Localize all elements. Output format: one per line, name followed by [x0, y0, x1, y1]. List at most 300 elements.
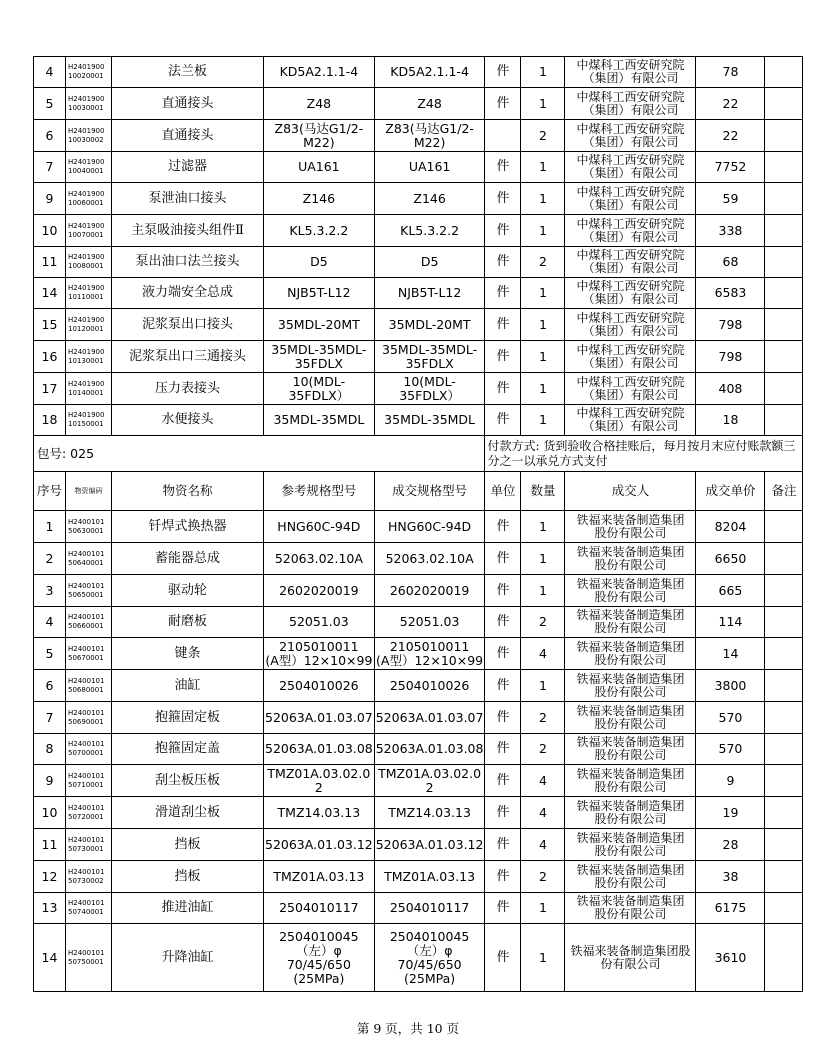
cell-supplier: 铁福来装备制造集团 股份有限公司: [565, 575, 696, 607]
cell-qty: 2: [521, 607, 565, 638]
cell-name: 压力表接头: [112, 373, 264, 405]
cell-ref: 2105010011 (A型）12×10×99: [265, 638, 373, 668]
cell-name: 耐磨板: [112, 607, 264, 638]
table-row: [34, 88, 803, 120]
cell-deal: 52063.02.10A: [374, 543, 485, 575]
table-row: [34, 215, 803, 247]
header-supplier: 成交人: [565, 472, 696, 511]
cell-remark: [765, 309, 803, 341]
cell-qty: 1: [521, 543, 565, 575]
cell-qty: 1: [521, 893, 565, 924]
cell-deal: 2504010045 （左）φ 70/45/650 (25MPa): [374, 924, 485, 992]
cell-supplier: 铁福来装备制造集团 股份有限公司: [565, 861, 696, 893]
table-row: [34, 893, 803, 924]
cell-unit: 件: [485, 575, 521, 607]
cell-deal: 52063A.01.03.12: [374, 829, 485, 861]
cell-ref: 35MDL-20MT: [264, 309, 375, 341]
cell-ref: D5: [264, 247, 375, 278]
header-code: 物资编码: [66, 472, 112, 511]
cell-ref: 52063A.01.03.08: [264, 734, 375, 765]
cell-unit: 件: [485, 765, 521, 797]
header-qty: 数量: [521, 472, 565, 511]
cell-code: H2401900 10060001: [66, 183, 112, 215]
cell-qty: 2: [521, 734, 565, 765]
cell-supplier: 铁福来装备制造集团 股份有限公司: [565, 893, 696, 924]
cell-ref: 52063A.01.03.12: [264, 829, 375, 861]
header-row: [34, 472, 803, 511]
cell-supplier: 铁福来装备制造集团 股份有限公司: [565, 797, 696, 829]
cell-no: 13: [34, 893, 66, 924]
cell-ref: TMZ01A.03.02.0 2: [264, 765, 375, 797]
cell-price: 38: [696, 861, 765, 893]
cell-code: H2401900 10070001: [66, 215, 112, 247]
cell-deal: 2602020019: [374, 575, 485, 607]
cell-price: 7752: [696, 152, 765, 183]
cell-deal: 2504010117: [374, 893, 485, 924]
cell-name: 泵出油口法兰接头: [112, 247, 264, 278]
cell-price: 18: [696, 405, 765, 436]
cell-qty: 4: [521, 797, 565, 829]
cell-name: 泥浆泵出口接头: [112, 309, 264, 341]
header-ref-spec: 参考规格型号: [264, 472, 375, 511]
table-row: [34, 405, 803, 436]
cell-unit: 件: [485, 215, 521, 247]
cell-no: 7: [34, 152, 66, 183]
procurement-table: [33, 56, 803, 992]
cell-ref: Z48: [264, 88, 375, 120]
cell-remark: [765, 607, 803, 638]
cell-price: 78: [696, 57, 765, 88]
cell-ref: Z146: [264, 183, 375, 215]
cell-deal: 52063A.01.03.08: [374, 734, 485, 765]
cell-supplier: 中煤科工西安研究院 （集团）有限公司: [565, 88, 696, 120]
cell-remark: [765, 734, 803, 765]
cell-ref: HNG60C-94D: [264, 511, 375, 543]
cell-deal: 2504010026: [374, 670, 485, 702]
table-row: [34, 829, 803, 861]
cell-unit: 件: [485, 373, 521, 405]
cell-name: 水便接头: [112, 405, 264, 436]
cell-ref: NJB5T-L12: [264, 278, 375, 309]
cell-code: H2400101 50720001: [66, 797, 112, 829]
cell-code: H2401900 10040001: [66, 152, 112, 183]
cell-deal: KL5.3.2.2: [374, 215, 485, 247]
payment-terms: 付款方式: 货到验收合格挂账后，每月按月末应付账款额三分之一以承兑方式支付: [485, 436, 803, 472]
cell-name: 抱箍固定板: [112, 702, 264, 734]
cell-remark: [765, 670, 803, 702]
cell-remark: [765, 183, 803, 215]
cell-code: H2400101 50690001: [66, 702, 112, 734]
cell-deal: NJB5T-L12: [374, 278, 485, 309]
cell-code: H2400101 50670001: [66, 638, 112, 670]
cell-unit: 件: [485, 924, 521, 992]
cell-unit: 件: [485, 278, 521, 309]
cell-no: 6: [34, 120, 66, 152]
cell-price: 59: [696, 183, 765, 215]
cell-no: 3: [34, 575, 66, 607]
cell-ref: UA161: [264, 152, 375, 183]
cell-ref: 2504010117: [264, 893, 375, 924]
cell-ref: Z83(马达G1/2- M22): [264, 120, 375, 152]
cell-ref: 2504010045 （左）φ 70/45/650 (25MPa): [264, 924, 375, 992]
cell-unit: 件: [485, 893, 521, 924]
table-row: [34, 341, 803, 373]
cell-qty: 2: [521, 702, 565, 734]
cell-name: 直通接头: [112, 120, 264, 152]
cell-name: 油缸: [112, 670, 264, 702]
cell-no: 18: [34, 405, 66, 436]
cell-price: 798: [696, 309, 765, 341]
cell-deal: Z83(马达G1/2- M22): [374, 120, 485, 152]
cell-remark: [765, 924, 803, 992]
cell-supplier: 中煤科工西安研究院 （集团）有限公司: [565, 247, 696, 278]
cell-code: H2400101 50650001: [66, 575, 112, 607]
cell-remark: [765, 120, 803, 152]
cell-name: 抱箍固定盖: [112, 734, 264, 765]
cell-qty: 1: [521, 670, 565, 702]
cell-price: 338: [696, 215, 765, 247]
cell-price: 798: [696, 341, 765, 373]
cell-remark: [765, 511, 803, 543]
cell-qty: 1: [521, 405, 565, 436]
cell-ref: 52051.03: [264, 607, 375, 638]
cell-deal: TMZ01A.03.02.0 2: [374, 765, 485, 797]
cell-code: H2401900 10120001: [66, 309, 112, 341]
cell-price: 6175: [696, 893, 765, 924]
cell-no: 14: [34, 278, 66, 309]
cell-unit: 件: [485, 309, 521, 341]
cell-ref: 35MDL-35MDL- 35FDLX: [264, 341, 375, 373]
cell-name: 钎焊式换热器: [112, 511, 264, 543]
table-row: [34, 183, 803, 215]
cell-unit: 件: [485, 152, 521, 183]
cell-supplier: 铁福来装备制造集团 股份有限公司: [565, 543, 696, 575]
cell-supplier: 铁福来装备制造集团 股份有限公司: [565, 765, 696, 797]
cell-unit: 件: [485, 341, 521, 373]
cell-unit: 件: [485, 638, 521, 670]
header-name: 物资名称: [112, 472, 264, 511]
cell-code: H2400101 50710001: [66, 765, 112, 797]
cell-deal: UA161: [374, 152, 485, 183]
cell-code: H2400101 50630001: [66, 511, 112, 543]
cell-unit: [485, 120, 521, 152]
cell-name: 法兰板: [112, 57, 264, 88]
cell-remark: [765, 765, 803, 797]
cell-supplier: 铁福来装备制造集团 股份有限公司: [565, 638, 696, 670]
cell-ref: 35MDL-35MDL: [264, 405, 375, 436]
cell-deal: Z146: [374, 183, 485, 215]
cell-remark: [765, 861, 803, 893]
cell-qty: 1: [521, 309, 565, 341]
cell-supplier: 铁福来装备制造集团 股份有限公司: [565, 702, 696, 734]
page-footer: 第 9 页，共 10 页: [356, 1021, 460, 1036]
cell-no: 10: [34, 797, 66, 829]
cell-code: H2401900 10150001: [66, 405, 112, 436]
cell-ref: TMZ14.03.13: [264, 797, 375, 829]
cell-remark: [765, 575, 803, 607]
cell-unit: 件: [485, 405, 521, 436]
header-unit: 单位: [485, 472, 521, 511]
cell-code: H2400101 50730001: [66, 829, 112, 861]
cell-price: 408: [696, 373, 765, 405]
cell-deal: TMZ14.03.13: [374, 797, 485, 829]
cell-ref: TMZ01A.03.13: [264, 861, 375, 893]
cell-no: 4: [34, 57, 66, 88]
cell-unit: 件: [485, 88, 521, 120]
cell-remark: [765, 638, 803, 670]
cell-unit: 件: [485, 734, 521, 765]
cell-price: 570: [696, 734, 765, 765]
cell-code: H2401900 10080001: [66, 247, 112, 278]
cell-price: 570: [696, 702, 765, 734]
cell-no: 6: [34, 670, 66, 702]
cell-deal: 35MDL-35MDL- 35FDLX: [374, 341, 485, 373]
cell-supplier: 中煤科工西安研究院 （集团）有限公司: [565, 183, 696, 215]
table-row: [34, 765, 803, 797]
cell-no: 11: [34, 829, 66, 861]
cell-qty: 2: [521, 247, 565, 278]
cell-no: 10: [34, 215, 66, 247]
cell-no: 11: [34, 247, 66, 278]
cell-deal: D5: [374, 247, 485, 278]
cell-name: 升降油缸: [112, 924, 264, 992]
cell-remark: [765, 543, 803, 575]
cell-unit: 件: [485, 797, 521, 829]
table-row: [34, 670, 803, 702]
cell-price: 6583: [696, 278, 765, 309]
cell-supplier: 中煤科工西安研究院 （集团）有限公司: [565, 405, 696, 436]
cell-price: 665: [696, 575, 765, 607]
cell-deal: Z48: [374, 88, 485, 120]
cell-remark: [765, 405, 803, 436]
cell-code: H2400101 50700001: [66, 734, 112, 765]
cell-remark: [765, 88, 803, 120]
cell-qty: 1: [521, 183, 565, 215]
table-row: [34, 57, 803, 88]
cell-remark: [765, 278, 803, 309]
package-row: [34, 436, 803, 472]
table-row: [34, 543, 803, 575]
package-label: 包号: 025: [34, 436, 485, 472]
cell-remark: [765, 152, 803, 183]
cell-code: H2400101 50730002: [66, 861, 112, 893]
cell-remark: [765, 247, 803, 278]
cell-unit: 件: [485, 247, 521, 278]
cell-supplier: 铁福来装备制造集团 股份有限公司: [565, 670, 696, 702]
cell-ref: KL5.3.2.2: [264, 215, 375, 247]
cell-unit: 件: [485, 861, 521, 893]
cell-name: 蓄能器总成: [112, 543, 264, 575]
cell-name: 直通接头: [112, 88, 264, 120]
cell-name: 键条: [112, 638, 264, 670]
cell-deal: 52051.03: [374, 607, 485, 638]
cell-price: 3800: [696, 670, 765, 702]
cell-remark: [765, 893, 803, 924]
cell-remark: [765, 57, 803, 88]
cell-remark: [765, 797, 803, 829]
table-row: [34, 797, 803, 829]
cell-supplier: 中煤科工西安研究院 （集团）有限公司: [565, 120, 696, 152]
cell-no: 15: [34, 309, 66, 341]
cell-ref: 2504010026: [264, 670, 375, 702]
cell-code: H2400101 50660001: [66, 607, 112, 638]
cell-qty: 2: [521, 120, 565, 152]
cell-supplier: 中煤科工西安研究院 （集团）有限公司: [565, 278, 696, 309]
cell-deal: 35MDL-35MDL: [374, 405, 485, 436]
cell-no: 9: [34, 765, 66, 797]
cell-unit: 件: [485, 607, 521, 638]
cell-qty: 1: [521, 215, 565, 247]
cell-qty: 1: [521, 511, 565, 543]
cell-ref: KD5A2.1.1-4: [264, 57, 375, 88]
cell-name: 主泵吸油接头组件Ⅱ: [112, 215, 264, 247]
cell-supplier: 中煤科工西安研究院 （集团）有限公司: [565, 341, 696, 373]
cell-price: 114: [696, 607, 765, 638]
cell-name: 泵泄油口接头: [112, 183, 264, 215]
cell-remark: [765, 373, 803, 405]
cell-supplier: 中煤科工西安研究院 （集团）有限公司: [565, 57, 696, 88]
cell-qty: 1: [521, 152, 565, 183]
table-row: [34, 373, 803, 405]
table-row: [34, 702, 803, 734]
cell-no: 16: [34, 341, 66, 373]
cell-name: 液力端安全总成: [112, 278, 264, 309]
cell-unit: 件: [485, 511, 521, 543]
cell-name: 推进油缸: [112, 893, 264, 924]
cell-code: H2401900 10030001: [66, 88, 112, 120]
cell-remark: [765, 215, 803, 247]
cell-code: H2401900 10020001: [66, 57, 112, 88]
cell-name: 挡板: [112, 861, 264, 893]
cell-supplier: 铁福来装备制造集团 股份有限公司: [565, 607, 696, 638]
cell-code: H2400101 50750001: [66, 924, 112, 992]
cell-price: 3610: [696, 924, 765, 992]
cell-unit: 件: [485, 57, 521, 88]
cell-name: 滑道刮尘板: [112, 797, 264, 829]
cell-qty: 4: [521, 829, 565, 861]
table-row: [34, 575, 803, 607]
cell-no: 8: [34, 734, 66, 765]
table-row: [34, 924, 803, 992]
header-no: 序号: [34, 472, 66, 511]
cell-no: 14: [34, 924, 66, 992]
table-row: [34, 120, 803, 152]
cell-name: 挡板: [112, 829, 264, 861]
header-deal-spec: 成交规格型号: [374, 472, 485, 511]
cell-unit: 件: [485, 543, 521, 575]
cell-ref: 52063.02.10A: [264, 543, 375, 575]
cell-code: H2401900 10030002: [66, 120, 112, 152]
cell-deal: KD5A2.1.1-4: [374, 57, 485, 88]
table-row: [34, 278, 803, 309]
cell-name: 泥浆泵出口三通接头: [112, 341, 264, 373]
header-price: 成交单价: [696, 472, 765, 511]
cell-deal: 35MDL-20MT: [374, 309, 485, 341]
cell-code: H2401900 10130001: [66, 341, 112, 373]
cell-code: H2401900 10140001: [66, 373, 112, 405]
table-row: [34, 309, 803, 341]
cell-ref: 10(MDL- 35FDLX）: [264, 373, 375, 405]
cell-price: 9: [696, 765, 765, 797]
cell-remark: [765, 829, 803, 861]
cell-ref: 2602020019: [264, 575, 375, 607]
table-row: [34, 511, 803, 543]
cell-supplier: 中煤科工西安研究院 （集团）有限公司: [565, 152, 696, 183]
table-row: [34, 607, 803, 638]
cell-supplier: 铁福来装备制造集团 股份有限公司: [565, 734, 696, 765]
cell-unit: 件: [485, 183, 521, 215]
cell-code: H2401900 10110001: [66, 278, 112, 309]
cell-deal: HNG60C-94D: [374, 511, 485, 543]
cell-qty: 1: [521, 278, 565, 309]
cell-no: 1: [34, 511, 66, 543]
cell-name: 过滤器: [112, 152, 264, 183]
cell-price: 8204: [696, 511, 765, 543]
cell-name: 驱动轮: [112, 575, 264, 607]
cell-deal: 52063A.01.03.07: [374, 702, 485, 734]
cell-unit: 件: [485, 670, 521, 702]
cell-unit: 件: [485, 702, 521, 734]
cell-price: 6650: [696, 543, 765, 575]
cell-supplier: 中煤科工西安研究院 （集团）有限公司: [565, 215, 696, 247]
cell-no: 2: [34, 543, 66, 575]
cell-deal: 10(MDL- 35FDLX）: [374, 373, 485, 405]
cell-no: 4: [34, 607, 66, 638]
cell-qty: 1: [521, 575, 565, 607]
cell-remark: [765, 341, 803, 373]
header-remark: 备注: [765, 472, 803, 511]
table-row: [34, 247, 803, 278]
cell-no: 5: [34, 88, 66, 120]
table-row: [34, 734, 803, 765]
cell-supplier: 铁福来装备制造集团股份有限公司: [565, 924, 696, 992]
cell-no: 7: [34, 702, 66, 734]
cell-code: H2400101 50640001: [66, 543, 112, 575]
cell-price: 68: [696, 247, 765, 278]
cell-qty: 1: [521, 924, 565, 992]
cell-deal: 2105010011 (A型）12×10×99: [376, 638, 484, 668]
cell-qty: 1: [521, 88, 565, 120]
cell-price: 19: [696, 797, 765, 829]
cell-price: 22: [696, 120, 765, 152]
cell-price: 28: [696, 829, 765, 861]
cell-qty: 1: [521, 341, 565, 373]
cell-name: 刮尘板压板: [112, 765, 264, 797]
cell-price: 22: [696, 88, 765, 120]
cell-no: 9: [34, 183, 66, 215]
cell-deal: TMZ01A.03.13: [374, 861, 485, 893]
table-row: [34, 152, 803, 183]
cell-supplier: 铁福来装备制造集团 股份有限公司: [565, 829, 696, 861]
cell-no: 5: [34, 638, 66, 670]
cell-ref: 52063A.01.03.07: [264, 702, 375, 734]
table-row: [34, 638, 803, 670]
cell-supplier: 中煤科工西安研究院 （集团）有限公司: [565, 309, 696, 341]
cell-supplier: 中煤科工西安研究院 （集团）有限公司: [565, 373, 696, 405]
cell-qty: 4: [521, 638, 565, 670]
cell-code: H2400101 50680001: [66, 670, 112, 702]
cell-supplier: 铁福来装备制造集团 股份有限公司: [565, 511, 696, 543]
cell-qty: 4: [521, 765, 565, 797]
cell-remark: [765, 702, 803, 734]
cell-code: H2400101 50740001: [66, 893, 112, 924]
cell-qty: 1: [521, 373, 565, 405]
cell-qty: 2: [521, 861, 565, 893]
cell-no: 17: [34, 373, 66, 405]
cell-qty: 1: [521, 57, 565, 88]
table-row: [34, 861, 803, 893]
cell-price: 14: [696, 638, 765, 670]
